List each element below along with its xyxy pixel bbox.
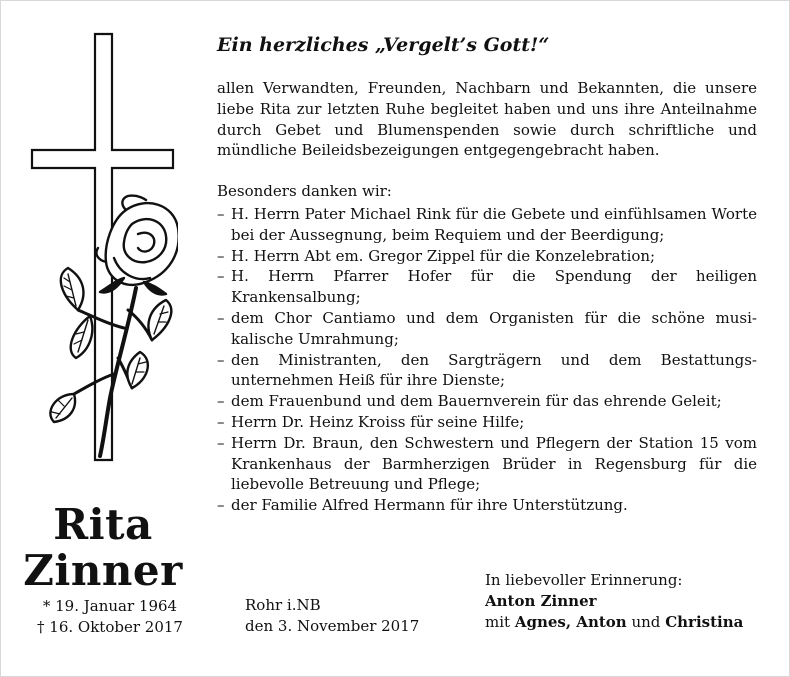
place-and-date <box>245 595 419 637</box>
family-prefix: mit <box>485 612 511 631</box>
list-item: – Herrn Dr. Heinz Kroiss für seine Hilfe; <box>217 412 757 433</box>
list-item: – H. Herrn Pfarrer Hofer für die Spendung der heiligen Krankensalbung; <box>217 266 757 308</box>
signer-family <box>485 612 743 633</box>
family-names-1: Agnes, Anton <box>514 612 627 631</box>
thanks-heading: Ein herzliches „Vergelt’s Gott!“ <box>217 34 550 56</box>
list-item: – Herrn Dr. Braun, den Schwestern und Pflegern der Station 15 vom Krankenhaus der Barmherzigen Brüder in Regensburg für die liebevolle Betreuung und Pflege; <box>217 433 757 495</box>
thank-you-text <box>217 34 757 516</box>
list-item: – der Familie Alfred Hermann für ihre Unterstützung. <box>217 495 757 516</box>
leaf-icon <box>127 352 148 388</box>
intro-paragraph: allen Verwandten, Freunden, Nachbarn und Bekannten, die unsere liebe Rita zur letzten Ruhe begleitet haben und uns ihre Anteilnahme durch Gebet und Blumenspenden sowie durch schriftliche und mündliche Beileidsbezeigungen entgegengebracht haben. <box>217 79 757 160</box>
family-and: und <box>631 612 661 631</box>
family-names-2: Christina <box>665 612 744 631</box>
list-item: – H. Herrn Abt em. Gregor Zippel für die Konzelebration; <box>217 246 757 267</box>
death-date: † 16. Oktober 2017 <box>37 618 183 636</box>
list-item: – dem Frauenbund und dem Bauernverein für das ehrende Geleit; <box>217 391 757 412</box>
list-item: – den Ministranten, den Sargträgern und dem Bestattungsunternehmen Heiß für ihre Dienste; <box>217 350 757 392</box>
leaf-icon <box>50 394 75 422</box>
leaf-icon <box>71 316 93 358</box>
birth-date: * 19. Januar 1964 <box>42 597 178 615</box>
place: Rohr i.NB <box>245 596 321 614</box>
thanks-intro: Besonders danken wir: <box>217 182 392 201</box>
leaf-icon <box>148 300 171 340</box>
signer-name: Anton Zinner <box>485 591 597 610</box>
memorial-line: In liebevoller Erinnerung: <box>485 571 683 589</box>
thanks-list <box>217 204 757 516</box>
cross-with-rose-icon <box>28 28 178 468</box>
deceased-first-name: Rita <box>53 500 153 549</box>
left-column <box>0 0 210 677</box>
leaf-icon <box>61 268 84 310</box>
list-item: – dem Chor Cantiamo und dem Organisten für die schöne musikalische Umrahmung; <box>217 308 757 350</box>
family-signature <box>485 570 743 632</box>
date: den 3. November 2017 <box>245 616 420 635</box>
list-item: – H. Herrn Pater Michael Rink für die Gebete und einfühlsamen Worte bei der Aussegnung, beim Requiem und der Beerdigung; <box>217 204 757 246</box>
life-dates <box>20 596 200 638</box>
deceased-last-name: Zinner <box>23 546 183 595</box>
rose-icon <box>50 196 178 456</box>
